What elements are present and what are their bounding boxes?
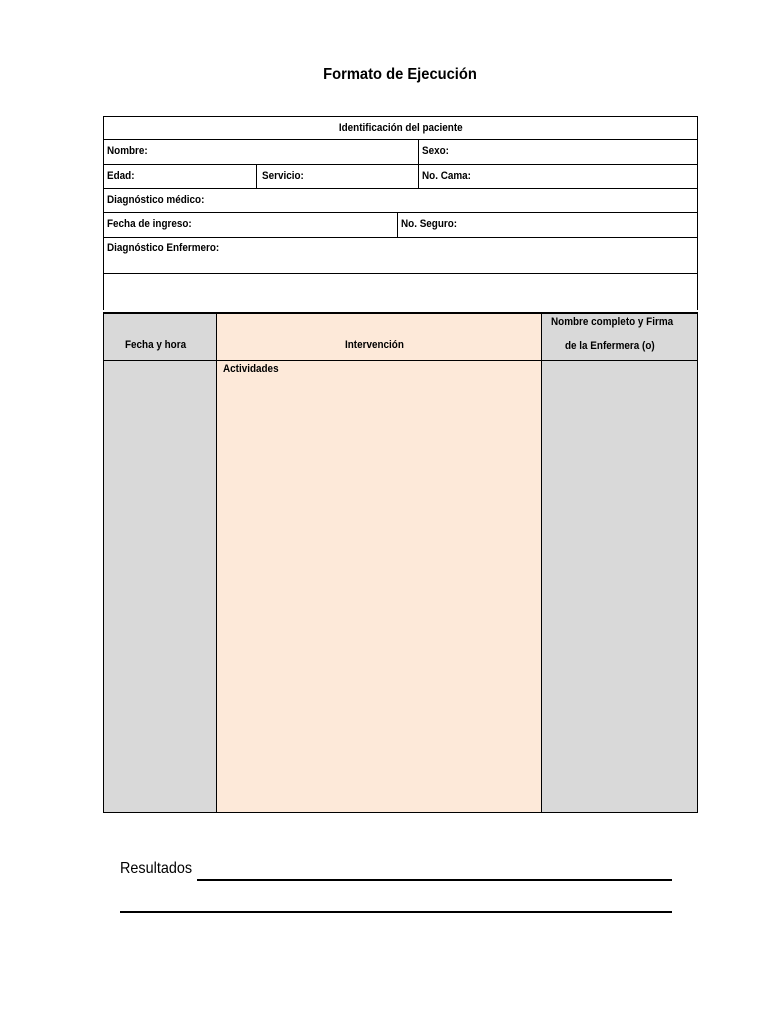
intervencion-column	[217, 312, 541, 813]
table-bottom-border	[103, 812, 698, 813]
results-section	[120, 860, 680, 878]
nombre-header-line2: de la Enfermera (o)	[565, 340, 655, 352]
diagnostico-medico-row	[103, 189, 698, 213]
nombre-firma-column	[541, 312, 698, 813]
patient-identification-table	[103, 116, 698, 310]
actividades-label: Actividades	[223, 363, 279, 375]
seguro-label: No. Seguro:	[401, 218, 458, 230]
resultados-line-1[interactable]	[197, 879, 672, 881]
sexo-label: Sexo:	[422, 145, 449, 157]
edad-label: Edad:	[107, 170, 135, 182]
diagnostico-enfermero-label: Diagnóstico Enfermero:	[107, 242, 220, 254]
cama-label: No. Cama:	[422, 170, 471, 182]
servicio-label: Servicio:	[262, 170, 304, 182]
intervencion-header: Intervención	[345, 339, 404, 351]
header-divider	[103, 360, 698, 361]
resultados-line-2[interactable]	[120, 911, 672, 913]
edad-row	[103, 165, 698, 189]
section-title: Identificación del paciente	[338, 122, 463, 134]
fecha-ingreso-row	[103, 213, 698, 238]
nombre-label: Nombre:	[107, 145, 148, 157]
nombre-row	[103, 140, 698, 165]
execution-table	[103, 312, 698, 813]
section-title-row	[103, 116, 698, 140]
fecha-ingreso-label: Fecha de ingreso:	[107, 218, 192, 230]
fecha-header: Fecha y hora	[125, 339, 187, 351]
fecha-column	[103, 312, 217, 813]
document-title: Formato de Ejecución	[323, 66, 477, 83]
nombre-header-line1: Nombre completo y Firma	[551, 316, 674, 328]
resultados-label: Resultados	[120, 860, 193, 877]
diagnostico-enfermero-row	[103, 238, 698, 274]
blank-row	[103, 274, 698, 310]
diagnostico-medico-label: Diagnóstico médico:	[107, 194, 205, 206]
